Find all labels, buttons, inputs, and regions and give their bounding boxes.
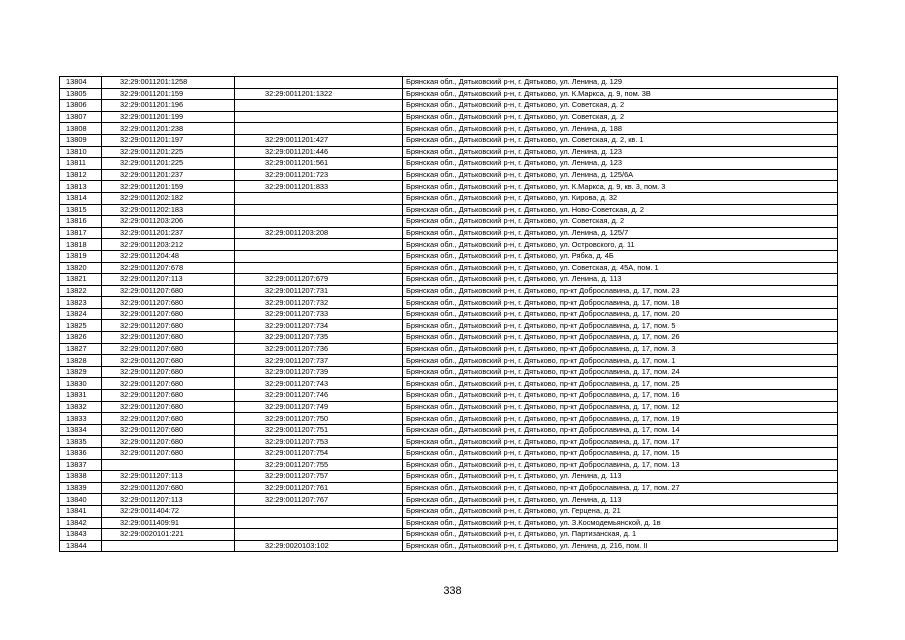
parcel-number-cell: 32:29:0011409:91 <box>102 517 235 529</box>
address-cell: Брянская обл., Дятьковский р-н, г. Дятьково, ул. Ленина, д. 113 <box>403 494 838 506</box>
address-cell: Брянская обл., Дятьковский р-н, г. Дятьково, ул. Ленина, д. 113 <box>403 274 838 286</box>
table-row <box>60 424 838 436</box>
address-cell: Брянская обл., Дятьковский р-н, г. Дятьково, ул. Ленина, д. 123 <box>403 158 838 170</box>
row-number-cell: 13827 <box>60 343 102 355</box>
address-cell: Брянская обл., Дятьковский р-н, г. Дятьково, ул. Ленина, д. 123 <box>403 146 838 158</box>
table-row <box>60 123 838 135</box>
object-number-cell: 32:29:0011207:739 <box>235 366 403 378</box>
row-number-cell: 13815 <box>60 204 102 216</box>
page-number: 338 <box>443 585 462 597</box>
row-number-cell: 13809 <box>60 134 102 146</box>
address-cell: Брянская обл., Дятьковский р-н, г. Дятьково, ул. З.Космодемьянской, д. 1в <box>403 517 838 529</box>
table-row <box>60 181 838 193</box>
address-cell: Брянская обл., Дятьковский р-н, г. Дятьково, ул. К.Маркса, д. 9, кв. 3, пом. 3 <box>403 181 838 193</box>
address-cell: Брянская обл., Дятьковский р-н, г. Дятьково, пр-кт Доброславина, д. 17, пом. 27 <box>403 482 838 494</box>
row-number-cell: 13841 <box>60 505 102 517</box>
parcel-number-cell: 32:29:0011207:680 <box>102 343 235 355</box>
address-cell: Брянская обл., Дятьковский р-н, г. Дятьково, пр-кт Доброславина, д. 17, пом. 16 <box>403 390 838 402</box>
object-number-cell: 32:29:0011201:833 <box>235 181 403 193</box>
row-number-cell: 13826 <box>60 332 102 344</box>
table-row <box>60 366 838 378</box>
registry-table <box>59 76 838 552</box>
address-cell: Брянская обл., Дятьковский р-н, г. Дятьково, ул. Ленина, д. 188 <box>403 123 838 135</box>
object-number-cell: 32:29:0011207:761 <box>235 482 403 494</box>
parcel-number-cell: 32:29:0011201:197 <box>102 134 235 146</box>
parcel-number-cell: 32:29:0011202:183 <box>102 204 235 216</box>
object-number-cell: 32:29:0011201:561 <box>235 158 403 170</box>
row-number-cell: 13830 <box>60 378 102 390</box>
parcel-number-cell: 32:29:0011207:113 <box>102 274 235 286</box>
address-cell: Брянская обл., Дятьковский р-н, г. Дятьково, пр-кт Доброславина, д. 17, пом. 15 <box>403 448 838 460</box>
object-number-cell: 32:29:0011207:679 <box>235 274 403 286</box>
table-row <box>60 77 838 89</box>
parcel-number-cell: 32:29:0011207:680 <box>102 366 235 378</box>
object-number-cell: 32:29:0011207:733 <box>235 308 403 320</box>
parcel-number-cell: 32:29:0011203:212 <box>102 239 235 251</box>
address-cell: Брянская обл., Дятьковский р-н, г. Дятьково, пр-кт Доброславина, д. 17, пом. 23 <box>403 285 838 297</box>
parcel-number-cell: 32:29:0020101:221 <box>102 529 235 541</box>
table-row <box>60 332 838 344</box>
parcel-number-cell: 32:29:0011207:113 <box>102 494 235 506</box>
row-number-cell: 13837 <box>60 459 102 471</box>
address-cell: Брянская обл., Дятьковский р-н, г. Дятьково, пр-кт Доброславина, д. 17, пом. 26 <box>403 332 838 344</box>
object-number-cell: 32:29:0011201:446 <box>235 146 403 158</box>
address-cell: Брянская обл., Дятьковский р-н, г. Дятьково, ул. Ново-Советская, д. 2 <box>403 204 838 216</box>
object-number-cell: 32:29:0011207:735 <box>235 332 403 344</box>
address-cell: Брянская обл., Дятьковский р-н, г. Дятьково, ул. Партизанская, д. 1 <box>403 529 838 541</box>
row-number-cell: 13812 <box>60 169 102 181</box>
object-number-cell <box>235 77 403 89</box>
object-number-cell: 32:29:0011207:751 <box>235 424 403 436</box>
table-row <box>60 88 838 100</box>
parcel-number-cell: 32:29:0011201:199 <box>102 111 235 123</box>
address-cell: Брянская обл., Дятьковский р-н, г. Дятьково, пр-кт Доброславина, д. 17, пом. 25 <box>403 378 838 390</box>
row-number-cell: 13836 <box>60 448 102 460</box>
object-number-cell: 32:29:0011207:734 <box>235 320 403 332</box>
parcel-number-cell: 32:29:0011207:680 <box>102 297 235 309</box>
table-row <box>60 505 838 517</box>
parcel-number-cell: 32:29:0011201:225 <box>102 158 235 170</box>
object-number-cell: 32:29:0011207:755 <box>235 459 403 471</box>
object-number-cell: 32:29:0011207:737 <box>235 355 403 367</box>
parcel-number-cell: 32:29:0011201:237 <box>102 169 235 181</box>
table-row <box>60 378 838 390</box>
object-number-cell: 32:29:0011207:767 <box>235 494 403 506</box>
object-number-cell: 32:29:0011207:746 <box>235 390 403 402</box>
table-row <box>60 494 838 506</box>
parcel-number-cell: 32:29:0011207:678 <box>102 262 235 274</box>
table-row <box>60 390 838 402</box>
parcel-number-cell <box>102 459 235 471</box>
row-number-cell: 13831 <box>60 390 102 402</box>
row-number-cell: 13834 <box>60 424 102 436</box>
parcel-number-cell: 32:29:0011207:680 <box>102 308 235 320</box>
object-number-cell <box>235 262 403 274</box>
row-number-cell: 13828 <box>60 355 102 367</box>
row-number-cell: 13811 <box>60 158 102 170</box>
parcel-number-cell: 32:29:0011201:237 <box>102 227 235 239</box>
address-cell: Брянская обл., Дятьковский р-н, г. Дятьково, ул. Ленина, д. 129 <box>403 77 838 89</box>
object-number-cell: 32:29:0011207:749 <box>235 401 403 413</box>
object-number-cell: 32:29:0011203:208 <box>235 227 403 239</box>
object-number-cell: 32:29:0011207:736 <box>235 343 403 355</box>
address-cell: Брянская обл., Дятьковский р-н, г. Дятьково, ул. Советская, д. 2 <box>403 216 838 228</box>
object-number-cell <box>235 250 403 262</box>
row-number-cell: 13843 <box>60 529 102 541</box>
registry-table-body <box>60 77 838 552</box>
row-number-cell: 13844 <box>60 540 102 552</box>
address-cell: Брянская обл., Дятьковский р-н, г. Дятьково, ул. Советская, д. 2 <box>403 111 838 123</box>
row-number-cell: 13824 <box>60 308 102 320</box>
parcel-number-cell: 32:29:0011207:680 <box>102 332 235 344</box>
row-number-cell: 13816 <box>60 216 102 228</box>
address-cell: Брянская обл., Дятьковский р-н, г. Дятьково, ул. Ленина, д. 113 <box>403 471 838 483</box>
parcel-number-cell: 32:29:0011207:680 <box>102 401 235 413</box>
object-number-cell: 32:29:0011207:754 <box>235 448 403 460</box>
address-cell: Брянская обл., Дятьковский р-н, г. Дятьково, ул. Ленина, д. 125/7 <box>403 227 838 239</box>
parcel-number-cell: 32:29:0011207:680 <box>102 320 235 332</box>
table-row <box>60 216 838 228</box>
object-number-cell <box>235 529 403 541</box>
table-row <box>60 297 838 309</box>
row-number-cell: 13832 <box>60 401 102 413</box>
row-number-cell: 13820 <box>60 262 102 274</box>
table-row <box>60 146 838 158</box>
table-row <box>60 250 838 262</box>
parcel-number-cell: 32:29:0011207:680 <box>102 424 235 436</box>
parcel-number-cell: 32:29:0011201:196 <box>102 100 235 112</box>
table-row <box>60 239 838 251</box>
object-number-cell: 32:29:0011207:732 <box>235 297 403 309</box>
address-cell: Брянская обл., Дятьковский р-н, г. Дятьково, пр-кт Доброславина, д. 17, пом. 1 <box>403 355 838 367</box>
object-number-cell <box>235 100 403 112</box>
address-cell: Брянская обл., Дятьковский р-н, г. Дятьково, пр-кт Доброславина, д. 17, пом. 24 <box>403 366 838 378</box>
table-row <box>60 158 838 170</box>
parcel-number-cell: 32:29:0011201:159 <box>102 88 235 100</box>
table-row <box>60 274 838 286</box>
address-cell: Брянская обл., Дятьковский р-н, г. Дятьково, ул. Советская, д. 2 <box>403 100 838 112</box>
parcel-number-cell: 32:29:0011201:1258 <box>102 77 235 89</box>
parcel-number-cell: 32:29:0011207:680 <box>102 355 235 367</box>
row-number-cell: 13805 <box>60 88 102 100</box>
parcel-number-cell: 32:29:0011204:48 <box>102 250 235 262</box>
row-number-cell: 13822 <box>60 285 102 297</box>
row-number-cell: 13813 <box>60 181 102 193</box>
table-row <box>60 320 838 332</box>
row-number-cell: 13808 <box>60 123 102 135</box>
table-row <box>60 436 838 448</box>
object-number-cell <box>235 216 403 228</box>
table-row <box>60 343 838 355</box>
table-row <box>60 355 838 367</box>
parcel-number-cell: 32:29:0011207:680 <box>102 448 235 460</box>
row-number-cell: 13839 <box>60 482 102 494</box>
address-cell: Брянская обл., Дятьковский р-н, г. Дятьково, пр-кт Доброславина, д. 17, пом. 20 <box>403 308 838 320</box>
object-number-cell: 32:29:0011201:1322 <box>235 88 403 100</box>
row-number-cell: 13833 <box>60 413 102 425</box>
parcel-number-cell: 32:29:0011207:680 <box>102 378 235 390</box>
parcel-number-cell: 32:29:0011201:238 <box>102 123 235 135</box>
parcel-number-cell: 32:29:0011207:680 <box>102 390 235 402</box>
row-number-cell: 13810 <box>60 146 102 158</box>
row-number-cell: 13807 <box>60 111 102 123</box>
address-cell: Брянская обл., Дятьковский р-н, г. Дятьково, пр-кт Доброславина, д. 17, пом. 19 <box>403 413 838 425</box>
table-row <box>60 100 838 112</box>
parcel-number-cell: 32:29:0011207:680 <box>102 413 235 425</box>
parcel-number-cell: 32:29:0011207:680 <box>102 285 235 297</box>
table-row <box>60 482 838 494</box>
address-cell: Брянская обл., Дятьковский р-н, г. Дятьково, пр-кт Доброславина, д. 17, пом. 14 <box>403 424 838 436</box>
address-cell: Брянская обл., Дятьковский р-н, г. Дятьково, ул. Ленина, д. 125/6А <box>403 169 838 181</box>
address-cell: Брянская обл., Дятьковский р-н, г. Дятьково, пр-кт Доброславина, д. 17, пом. 18 <box>403 297 838 309</box>
parcel-number-cell: 32:29:0011207:680 <box>102 482 235 494</box>
row-number-cell: 13823 <box>60 297 102 309</box>
row-number-cell: 13804 <box>60 77 102 89</box>
row-number-cell: 13840 <box>60 494 102 506</box>
object-number-cell <box>235 111 403 123</box>
row-number-cell: 13818 <box>60 239 102 251</box>
table-row <box>60 448 838 460</box>
table-row <box>60 204 838 216</box>
address-cell: Брянская обл., Дятьковский р-н, г. Дятьково, пр-кт Доброславина, д. 17, пом. 17 <box>403 436 838 448</box>
address-cell: Брянская обл., Дятьковский р-н, г. Дятьково, ул. К.Маркса, д. 9, пом. 3В <box>403 88 838 100</box>
table-row <box>60 262 838 274</box>
row-number-cell: 13842 <box>60 517 102 529</box>
row-number-cell: 13814 <box>60 192 102 204</box>
table-row <box>60 308 838 320</box>
table-row <box>60 285 838 297</box>
address-cell: Брянская обл., Дятьковский р-н, г. Дятьково, пр-кт Доброславина, д. 17, пом. 5 <box>403 320 838 332</box>
object-number-cell <box>235 192 403 204</box>
address-cell: Брянская обл., Дятьковский р-н, г. Дятьково, ул. Советская, д. 45А, пом. 1 <box>403 262 838 274</box>
object-number-cell: 32:29:0011207:753 <box>235 436 403 448</box>
address-cell: Брянская обл., Дятьковский р-н, г. Дятьково, пр-кт Доброславина, д. 17, пом. 13 <box>403 459 838 471</box>
object-number-cell <box>235 517 403 529</box>
table-row <box>60 540 838 552</box>
parcel-number-cell: 32:29:0011203:206 <box>102 216 235 228</box>
address-cell: Брянская обл., Дятьковский р-н, г. Дятьково, ул. Советская, д. 2, кв. 1 <box>403 134 838 146</box>
object-number-cell <box>235 505 403 517</box>
row-number-cell: 13806 <box>60 100 102 112</box>
row-number-cell: 13817 <box>60 227 102 239</box>
address-cell: Брянская обл., Дятьковский р-н, г. Дятьково, ул. Ленина, д. 216, пом. II <box>403 540 838 552</box>
parcel-number-cell: 32:29:0011207:680 <box>102 436 235 448</box>
table-row <box>60 227 838 239</box>
table-row <box>60 529 838 541</box>
object-number-cell: 32:29:0011207:743 <box>235 378 403 390</box>
row-number-cell: 13838 <box>60 471 102 483</box>
table-row <box>60 459 838 471</box>
table-row <box>60 471 838 483</box>
table-row <box>60 517 838 529</box>
address-cell: Брянская обл., Дятьковский р-н, г. Дятьково, пр-кт Доброславина, д. 17, пом. 12 <box>403 401 838 413</box>
parcel-number-cell: 32:29:0011201:159 <box>102 181 235 193</box>
table-row <box>60 192 838 204</box>
parcel-number-cell <box>102 540 235 552</box>
address-cell: Брянская обл., Дятьковский р-н, г. Дятьково, ул. Рябка, д. 4Б <box>403 250 838 262</box>
address-cell: Брянская обл., Дятьковский р-н, г. Дятьково, ул. Островского, д. 11 <box>403 239 838 251</box>
table-row <box>60 413 838 425</box>
address-cell: Брянская обл., Дятьковский р-н, г. Дятьково, ул. Кирова, д. 32 <box>403 192 838 204</box>
object-number-cell: 32:29:0011201:427 <box>235 134 403 146</box>
table-row <box>60 401 838 413</box>
parcel-number-cell: 32:29:0011202:182 <box>102 192 235 204</box>
parcel-number-cell: 32:29:0011207:113 <box>102 471 235 483</box>
parcel-number-cell: 32:29:0011201:225 <box>102 146 235 158</box>
object-number-cell: 32:29:0011207:757 <box>235 471 403 483</box>
object-number-cell: 32:29:0011201:723 <box>235 169 403 181</box>
table-row <box>60 169 838 181</box>
row-number-cell: 13829 <box>60 366 102 378</box>
row-number-cell: 13835 <box>60 436 102 448</box>
table-row <box>60 134 838 146</box>
table-row <box>60 111 838 123</box>
address-cell: Брянская обл., Дятьковский р-н, г. Дятьково, ул. Герцена, д. 21 <box>403 505 838 517</box>
row-number-cell: 13821 <box>60 274 102 286</box>
object-number-cell <box>235 239 403 251</box>
address-cell: Брянская обл., Дятьковский р-н, г. Дятьково, пр-кт Доброславина, д. 17, пом. 3 <box>403 343 838 355</box>
object-number-cell: 32:29:0020103:102 <box>235 540 403 552</box>
parcel-number-cell: 32:29:0011404:72 <box>102 505 235 517</box>
object-number-cell: 32:29:0011207:750 <box>235 413 403 425</box>
object-number-cell: 32:29:0011207:731 <box>235 285 403 297</box>
object-number-cell <box>235 204 403 216</box>
object-number-cell <box>235 123 403 135</box>
row-number-cell: 13825 <box>60 320 102 332</box>
row-number-cell: 13819 <box>60 250 102 262</box>
